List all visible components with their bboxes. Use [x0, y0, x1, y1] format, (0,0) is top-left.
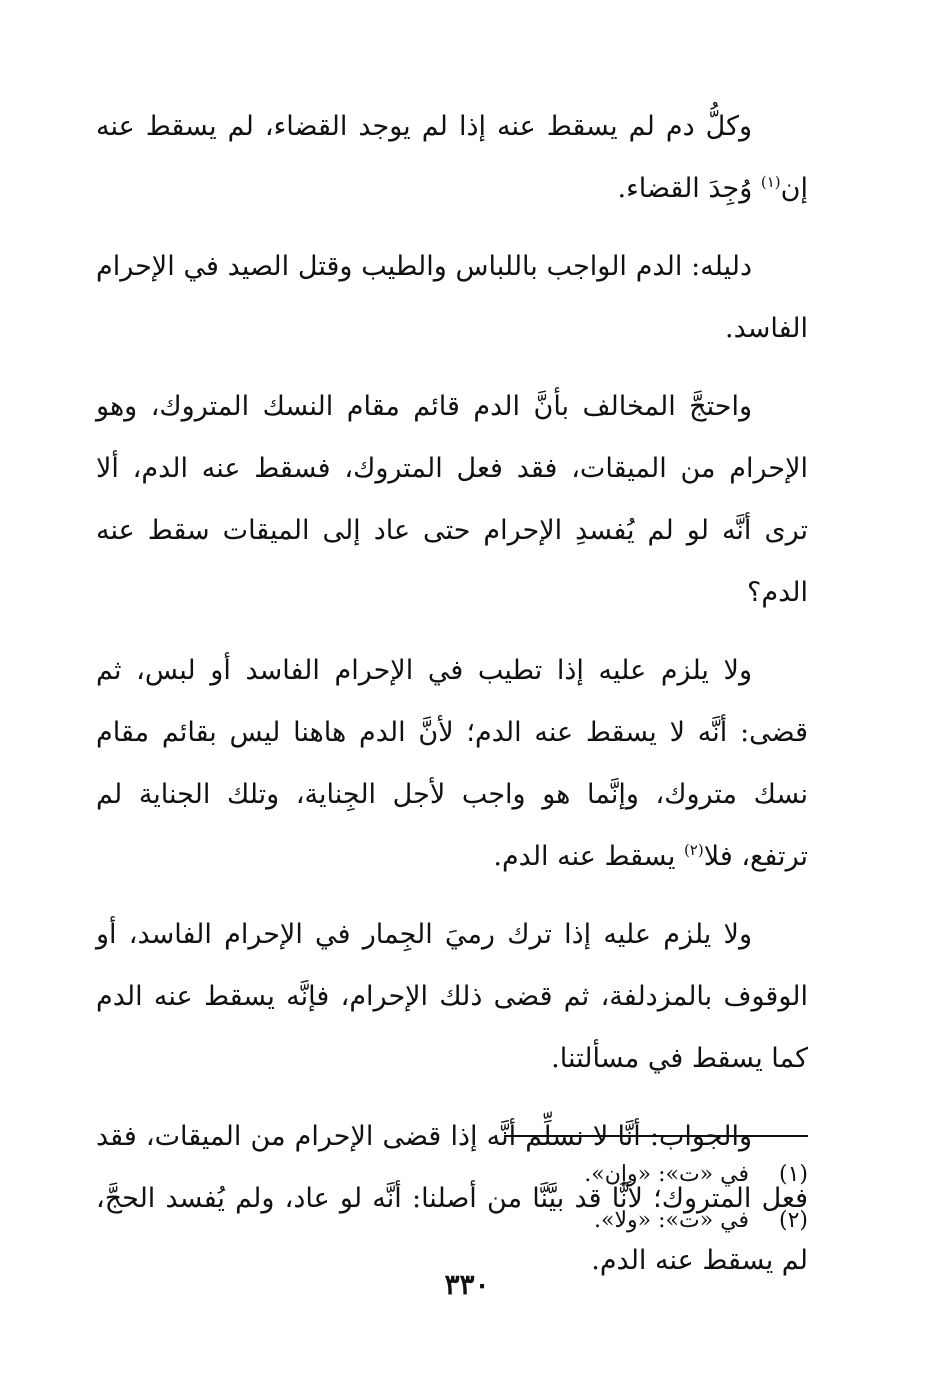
paragraph-3 [96, 376, 808, 624]
page-number: ٣٣٠ [444, 1268, 490, 1301]
paragraph-text: يسقط عنه الدم. [493, 841, 684, 872]
paragraph-text: وكلُّ دم لم يسقط عنه إذا لم يوجد القضاء، لم يسقط عنه إن [96, 111, 808, 204]
footnote-number: (٢) [778, 1208, 808, 1233]
footnote-text: في «ت»: «وإن». [584, 1162, 749, 1187]
paragraph-4 [96, 640, 808, 888]
footnote-divider [504, 1135, 808, 1137]
main-text [96, 96, 808, 1308]
footnote-ref-1: (١) [760, 173, 781, 191]
footnote-1 [408, 1152, 808, 1198]
paragraph-text: وُجِدَ القضاء. [617, 173, 761, 204]
footnote-number: (١) [778, 1162, 808, 1187]
footnotes [408, 1152, 808, 1244]
footnote-text: في «ت»: «ولا». [594, 1208, 749, 1233]
paragraph-text: ولا يلزم عليه إذا ترك رميَ الجِمار في الإحرام الفاسد، أو الوقوف بالمزدلفة، ثم قضى ذلك الإحرام، فإنَّه يسقط عنه الدم كما يسقط في مسألتنا. [96, 919, 808, 1074]
paragraph-2 [96, 236, 808, 360]
paragraph-text: دليله: الدم الواجب باللباس والطيب وقتل الصيد في الإحرام الفاسد. [96, 251, 808, 344]
paragraph-5 [96, 904, 808, 1090]
footnote-ref-2: (٢) [683, 841, 704, 859]
paragraph-text: ولا يلزم عليه إذا تطيب في الإحرام الفاسد أو لبس، ثم قضى: أنَّه لا يسقط عنه الدم؛ لأنَّ الدم هاهنا ليس بقائم مقام نسك متروك، وإنَّما هو واجب لأجل الجِناية، وتلك الجناية لم ترتفع، فلا [96, 655, 808, 872]
paragraph-text: واحتجَّ المخالف بأنَّ الدم قائم مقام النسك المتروك، وهو الإحرام من الميقات، فقد فعل المتروك، فسقط عنه الدم، ألا ترى أنَّه لو لم يُفسدِ الإحرام حتى عاد إلى الميقات سقط عنه الدم؟ [96, 391, 808, 608]
paragraph-text: والجواب: أنَّا لا نسلِّم أنَّه إذا قضى الإحرام من الميقات، فقد فعل المتروك؛ لأنَّا قد بيَّنَّا من أصلنا: أنَّه لو عاد، ولم يُفسد الحجَّ، لم يسقط عنه الدم. [96, 1121, 808, 1276]
paragraph-1 [96, 96, 808, 220]
footnote-2 [408, 1198, 808, 1244]
